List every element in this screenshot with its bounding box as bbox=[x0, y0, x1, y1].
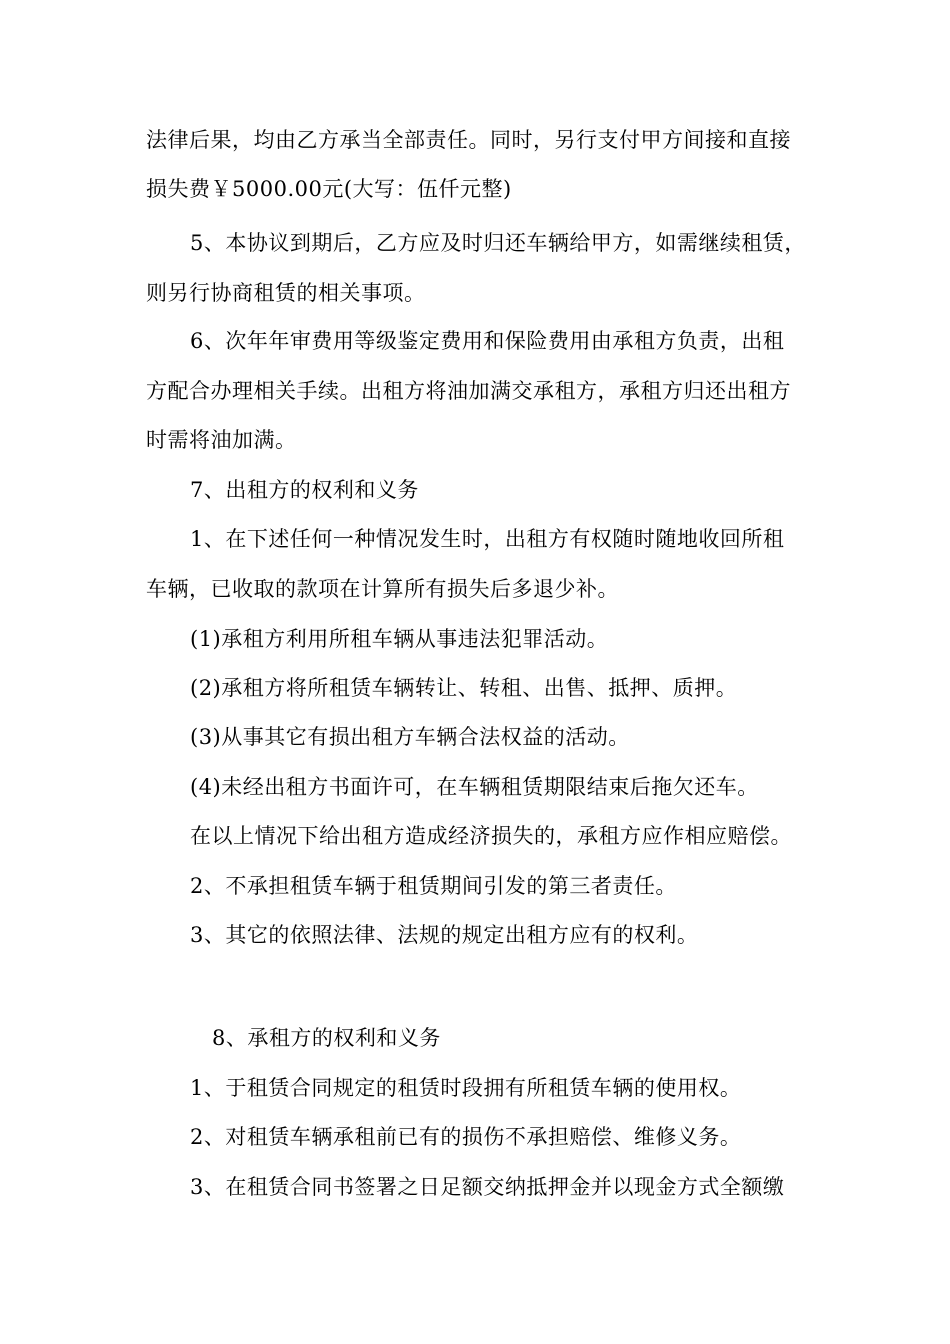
list-item: (3)从事其它有损出租方车辆合法权益的活动。 bbox=[190, 725, 630, 749]
text-line: 损失费￥5000.00元(大写：伍仟元整) bbox=[146, 177, 512, 201]
text-line: 6、次年年审费用等级鉴定费用和保险费用由承租方负责，出租 bbox=[190, 329, 785, 353]
list-item: (1)承租方利用所租车辆从事违法犯罪活动。 bbox=[190, 627, 609, 651]
text-line: 3、其它的依照法律、法规的规定出租方应有的权利。 bbox=[190, 923, 699, 947]
text-line: 5、本协议到期后，乙方应及时归还车辆给甲方，如需继续租赁， bbox=[190, 231, 806, 255]
text-line: 在以上情况下给出租方造成经济损失的，承租方应作相应赔偿。 bbox=[190, 824, 792, 848]
list-item: (4)未经出租方书面许可，在车辆租赁期限结束后拖欠还车。 bbox=[190, 775, 759, 799]
text-line: 2、对租赁车辆承租前已有的损伤不承担赔偿、维修义务。 bbox=[190, 1125, 742, 1149]
text-line: 时需将油加满。 bbox=[146, 428, 297, 452]
section-heading: 8、承租方的权利和义务 bbox=[212, 1026, 441, 1050]
text-line: 1、在下述任何一种情况发生时，出租方有权随时随地收回所租 bbox=[190, 527, 785, 551]
text-line: 2、不承担租赁车辆于租赁期间引发的第三者责任。 bbox=[190, 874, 677, 898]
text-line: 法律后果，均由乙方承当全部责任。同时，另行支付甲方间接和直接 bbox=[146, 128, 791, 152]
section-heading: 7、出租方的权利和义务 bbox=[190, 478, 419, 502]
text-line: 方配合办理相关手续。出租方将油加满交承租方，承租方归还出租方 bbox=[146, 379, 791, 403]
text-line: 1、于租赁合同规定的租赁时段拥有所租赁车辆的使用权。 bbox=[190, 1076, 742, 1100]
text-line: 3、在租赁合同书签署之日足额交纳抵押金并以现金方式全额缴 bbox=[190, 1175, 785, 1199]
text-line: 车辆，已收取的款项在计算所有损失后多退少补。 bbox=[146, 577, 619, 601]
list-item: (2)承租方将所租赁车辆转让、转租、出售、抵押、质押。 bbox=[190, 676, 738, 700]
text-line: 则另行协商租赁的相关事项。 bbox=[146, 281, 426, 305]
